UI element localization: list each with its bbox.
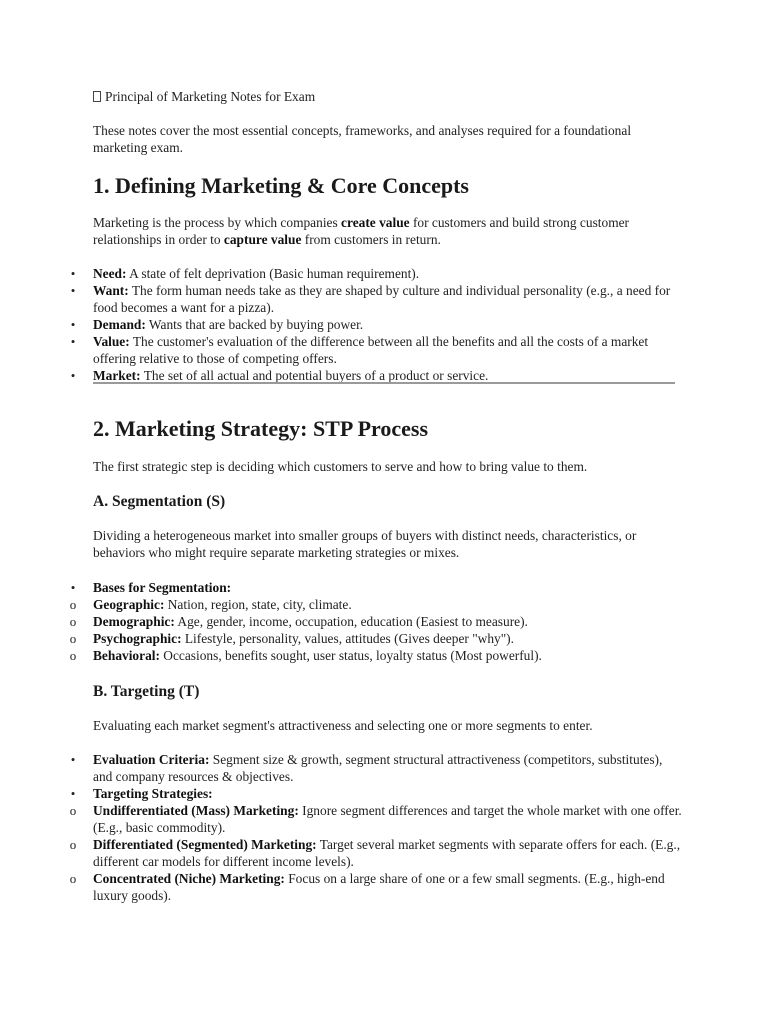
list-item: o Geographic: Nation, region, state, city, climate. xyxy=(69,597,352,612)
list-item: • Targeting Strategies: xyxy=(70,786,213,801)
list-item: • Bases for Segmentation: xyxy=(70,580,232,595)
section-1-heading: 1. Defining Marketing & Core Concepts xyxy=(93,173,469,198)
list-item: • Need: A state of felt deprivation (Basic human requirement). xyxy=(70,266,420,281)
list-item: o Undifferentiated (Mass) Marketing: Ignore segment differences and target the whole market with one offer. (E.g., basic commodity). xyxy=(69,803,682,835)
list-item: • Evaluation Criteria: Segment size & growth, segment structural attractiveness (competitors, substitutes), and company resources & objectives. xyxy=(70,752,663,784)
section-1-paragraph: Marketing is the process by which companies create value for customers and build strong customer relationships in order to capture value from customers in return. xyxy=(93,215,630,247)
list-item: • Demand: Wants that are backed by buying power. xyxy=(70,317,364,332)
targeting-paragraph: Evaluating each market segment's attractiveness and selecting one or more segments to enter. xyxy=(93,718,593,733)
targeting-heading: B. Targeting (T) xyxy=(93,683,200,700)
segmentation-paragraph: Dividing a heterogeneous market into smaller groups of buyers with distinct needs, characteristics, or behaviors who might require separate marketing strategies or mixes. xyxy=(93,528,637,560)
segmentation-list xyxy=(69,579,683,664)
list-item: o Psychographic: Lifestyle, personality, values, attitudes (Gives deeper "why"). xyxy=(69,631,514,646)
list-item: o Differentiated (Segmented) Marketing: Target several market segments with separate offers for each. (E.g., different car models for different income levels). xyxy=(69,837,681,869)
segmentation-heading: A. Segmentation (S) xyxy=(93,493,226,510)
section-2-heading: 2. Marketing Strategy: STP Process xyxy=(93,416,429,441)
list-item: o Behavioral: Occasions, benefits sought, user status, loyalty status (Most powerful). xyxy=(69,648,542,663)
list-item: o Demographic: Age, gender, income, occupation, education (Easiest to measure). xyxy=(69,614,528,629)
doc-title: Principal of Marketing Notes for Exam xyxy=(93,88,683,105)
core-concepts-list xyxy=(70,265,683,384)
list-item: • Value: The customer's evaluation of the difference between all the benefits and all the costs of a market offering relative to those of competing offers. xyxy=(70,334,649,366)
list-item: • Want: The form human needs take as they are shaped by culture and individual personality (e.g., a need for food becomes a want for a pizza). xyxy=(70,283,671,315)
horizontal-divider xyxy=(93,382,675,384)
targeting-list xyxy=(69,751,683,904)
section-2-paragraph: The first strategic step is deciding which customers to serve and how to bring value to them. xyxy=(93,459,588,474)
intro-paragraph: These notes cover the most essential concepts, frameworks, and analyses required for a foundational marketing exam. xyxy=(93,123,632,155)
list-item: • Market: The set of all actual and potential buyers of a product or service. xyxy=(70,368,489,383)
missing-glyph-icon xyxy=(93,91,101,102)
list-item: o Concentrated (Niche) Marketing: Focus on a large share of one or a few small segments. (E.g., high-end luxury goods). xyxy=(69,871,665,903)
